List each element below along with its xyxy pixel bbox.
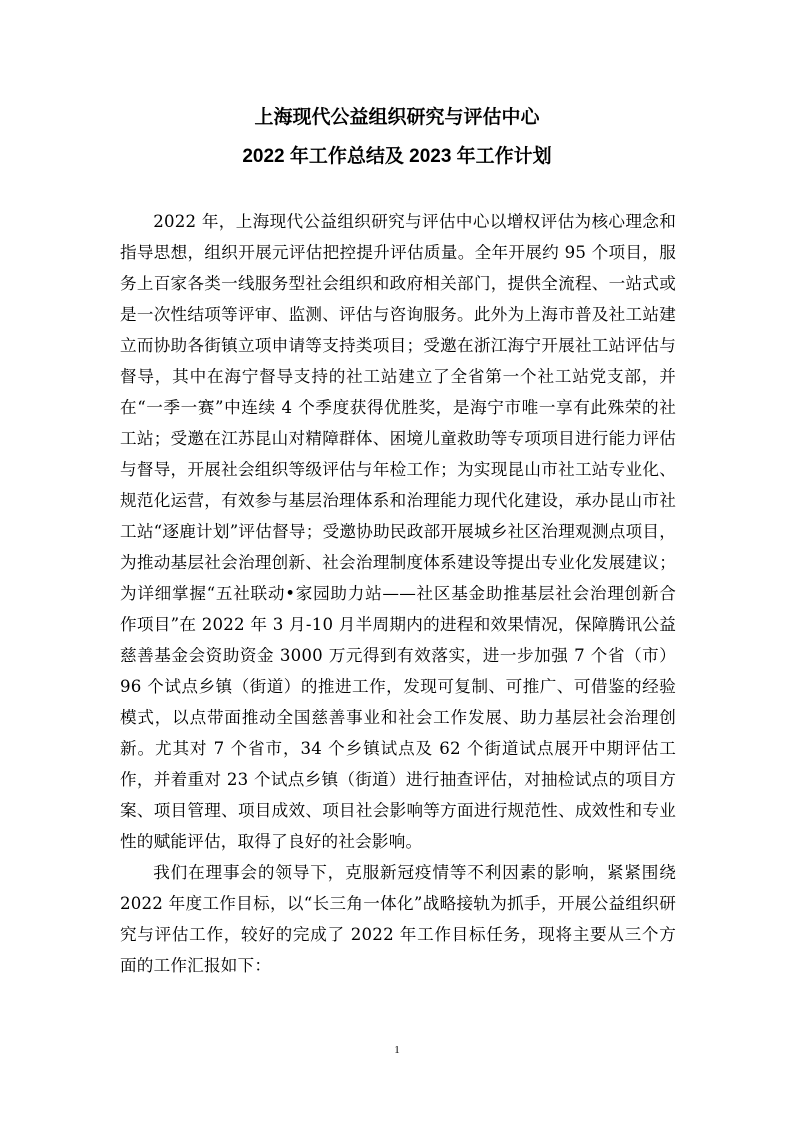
title-line-organization: 上海现代公益组织研究与评估中心 [254, 107, 540, 128]
paragraph-introduction: 我们在理事会的领导下，克服新冠疫情等不利因素的影响，紧紧围绕 2022 年度工作目标，以“长三角一体化”战略接轨为抓手，开展公益组织研究与评估工作，较好的完成了 2022 年工作目标任务，现将主要从三个方面的工作汇报如下： [120, 863, 676, 975]
title-line-report: 2022 年工作总结及 2023 年工作计划 [242, 146, 552, 167]
document-title [120, 100, 674, 167]
document-body [120, 206, 676, 981]
paragraph-overview: 2022 年，上海现代公益组织研究与评估中心以增权评估为核心理念和指导思想，组织开展元评估把控提升评估质量。全年开展约 95 个项目，服务上百家各类一线服务型社会组织和政府相关部门，提供全流程、一站式或是一次性结项等评审、监测、评估与咨询服务。此外为上海市普及社工站建立而协助各街镇立项申请等支持类项目；受邀在浙江海宁开展社工站评估与督导，其中在海宁督导支持的社工站建立了全省第一个社工站党支部，并在“一季一赛”中连续 4 个季度获得优胜奖，是海宁市唯一享有此殊荣的社工站；受邀在江苏昆山对精障群体、困境儿童救助等专项项目进行能力评估与督导，开展社会组织等级评估与年检工作；为实现昆山市社工站专业化、规范化运营，有效参与基层治理体系和治理能力现代化建设，承办昆山市社工站“逐鹿计划”评估督导；受邀协助民政部开展城乡社区治理观测点项目，为推动基层社会治理创新、社会治理制度体系建设等提出专业化发展建议；为详细掌握“五社联动•家园助力站——社区基金助推基层社会治理创新合作项目”在 2022 年 3 月-10 月半周期内的进程和效果情况，保障腾讯公益慈善基金会资助资金 3000 万元得到有效落实，进一步加强 7 个省（市）96 个试点乡镇（街道）的推进工作，发现可复制、可推广、可借鉴的经验模式，以点带面推动全国慈善事业和社会工作发展、助力基层社会治理创新。尤其对 7 个省市，34 个乡镇试点及 62 个街道试点展开中期评估工作，并着重对 23 个试点乡镇（街道）进行抽查评估，对抽检试点的项目方案、项目管理、项目成效、项目社会影响等方面进行规范性、成效性和专业性的赋能评估，取得了良好的社会影响。 [120, 212, 676, 851]
page-number: 1 [394, 1044, 400, 1056]
